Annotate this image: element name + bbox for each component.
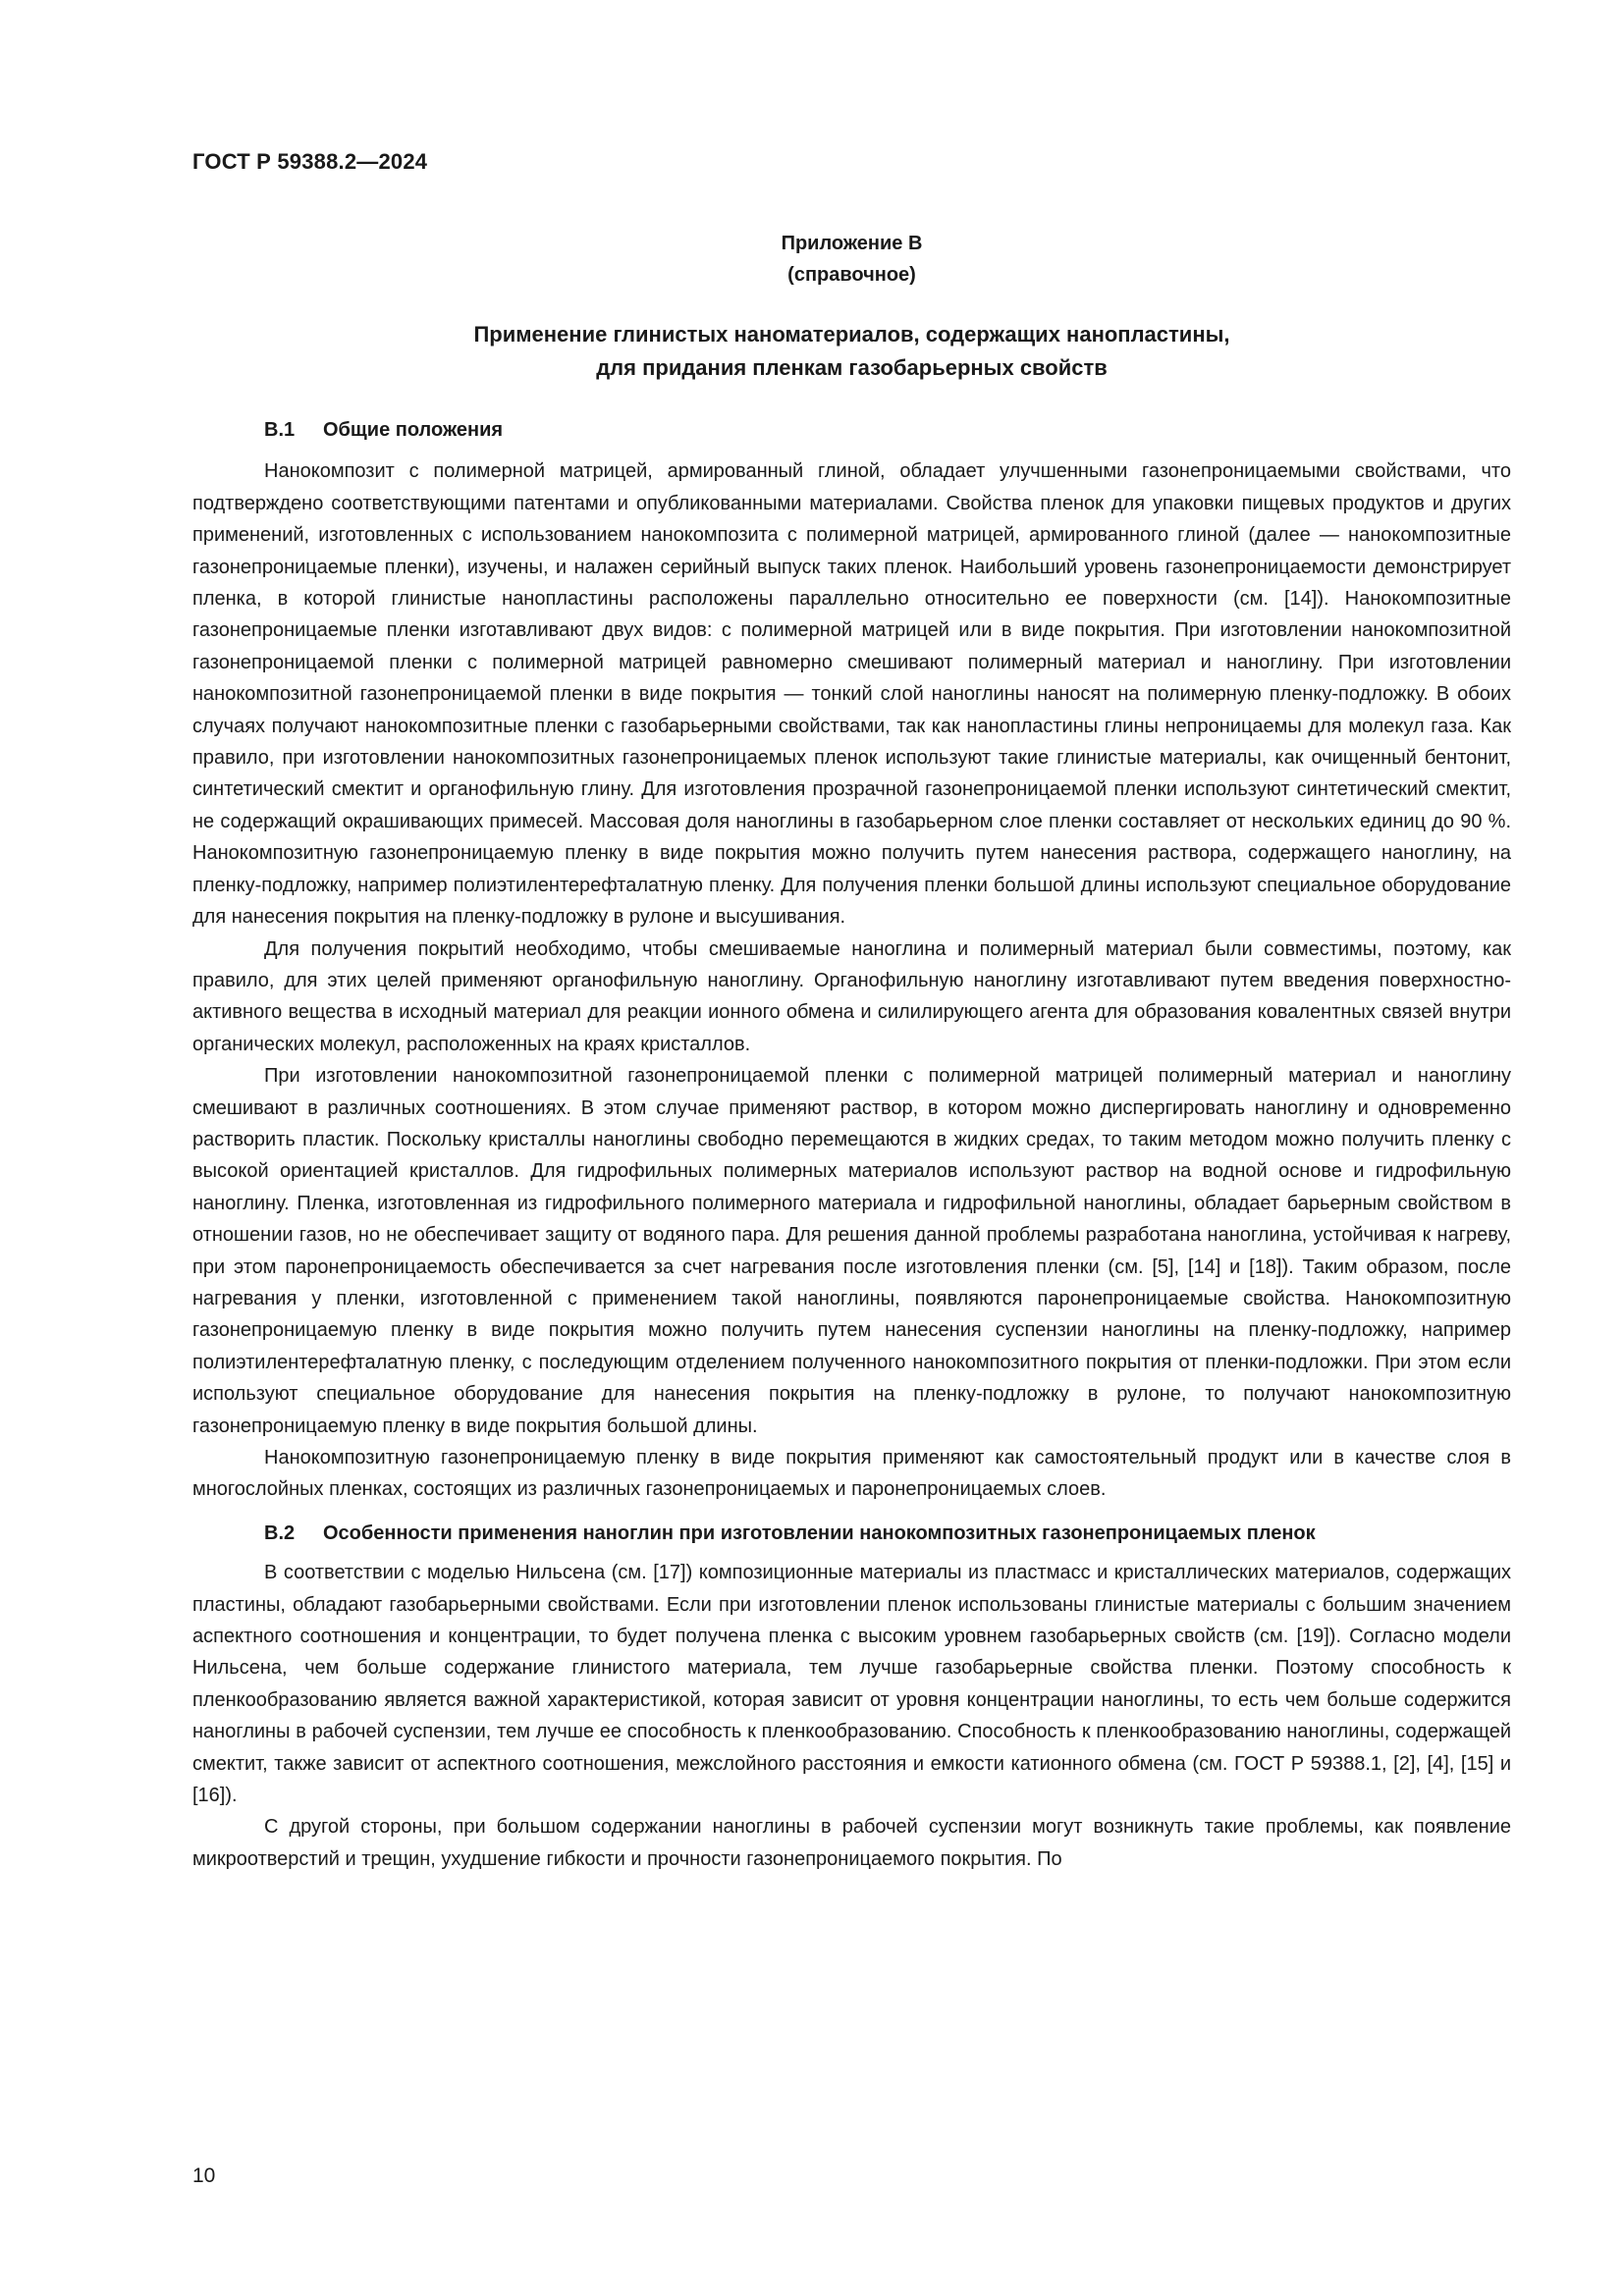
paragraph: С другой стороны, при большом содержании наноглины в рабочей суспензии могут возникнуть такие проблемы, как появление микроотверстий и трещин, ухудшение гибкости и прочности газонепроницаемого покрытия. По: [192, 1816, 1511, 1870]
appendix-title-line-2: для придания пленкам газобарьерных свойств: [596, 355, 1108, 380]
page-number: 10: [192, 2164, 216, 2187]
section-title: Особенности применения наноглин при изготовлении нанокомпозитных газонепроницаемых пленок: [323, 1522, 1316, 1544]
appendix-type: (справочное): [787, 264, 916, 286]
appendix-title-line-1: Применение глинистых наноматериалов, содержащих нанопластины,: [473, 322, 1230, 347]
paragraph: При изготовлении нанокомпозитной газонепроницаемой пленки с полимерной матрицей полимерный материал и наноглину смешивают в различных соотношениях. В этом случае применяют раствор, в котором можно диспергировать наноглину и одновременно растворить пластик. Поскольку кристаллы наноглины свободно перемещаются в жидких средах, то таким методом можно получить пленку с высокой ориентацией кристаллов. Для гидрофильных полимерных материалов используют раствор на водной основе и гидрофильную наноглину. Пленка, изготовленная из гидрофильного полимерного материала и гидрофильной наноглины, обладает барьерным свойством в отношении газов, но не обеспечивает защиту от водяного пара. Для решения данной проблемы разработана наноглина, устойчивая к нагреву, при этом паронепроницаемость обеспечивается за счет нагревания после изготовления пленки (см. [5], [14] и [18]). Таким образом, после нагревания у пленки, изготовленной с применением такой наноглины, появляются паронепроницаемые свойства. Нанокомпозитную газонепроницаемую пленку в виде покрытия можно получить путем нанесения суспензии наноглины на пленку-подложку, например полиэтилентерефталатную пленку, с последующим отделением полученного нанокомпозитного покрытия от пленки-подложки. При этом если используют специальное оборудование для нанесения покрытия на пленку-подложку в рулоне, то получают нанокомпозитную газонепроницаемую пленку в виде покрытия большой длины.: [192, 1065, 1511, 1437]
document-code-header: ГОСТ Р 59388.2—2024: [192, 149, 428, 174]
appendix-heading: [192, 228, 1511, 291]
section-number: В.2: [264, 1522, 296, 1544]
paragraph: Для получения покрытий необходимо, чтобы смешиваемые наноглина и полимерный материал были совместимы, поэтому, как правило, для этих целей применяют органофильную наноглину. Органофильную наноглину изготавливают путем введения поверхностно-активного вещества в исходный материал для реакции ионного обмена и силилирующего агента для образования ковалентных связей внутри органических молекул, расположенных на краях кристаллов.: [192, 937, 1511, 1055]
appendix-label: Приложение В: [781, 233, 923, 254]
paragraph: Нанокомпозитную газонепроницаемую пленку в виде покрытия применяют как самостоятельный продукт или в качестве слоя в многослойных пленках, состоящих из различных газонепроницаемых и паронепроницаемых слоев.: [192, 1447, 1511, 1501]
paragraph: В соответствии с моделью Нильсена (см. [17]) композиционные материалы из пластмасс и кристаллических материалов, содержащих пластины, обладают газобарьерными свойствами. Если при изготовлении пленок использованы глинистые материалы с большим значением аспектного соотношения и концентрации, то будет получена пленка с высоким уровнем газобарьерных свойств (см. [19]). Согласно модели Нильсена, чем больше содержание глинистого материала, тем лучше газобарьерные свойства пленки. Поэтому способность к пленкообразованию является важной характеристикой, которая зависит от уровня концентрации наноглины, то есть чем больше содержится наноглины в рабочей суспензии, тем лучше ее способность к пленкообразованию. Способность к пленкообразованию наноглины, содержащей смектит, также зависит от аспектного соотношения, межслойного расстояния и емкости катионного обмена (см. ГОСТ Р 59388.1, [2], [4], [15] и [16]).: [192, 1562, 1511, 1807]
section-number: В.1: [264, 419, 296, 441]
appendix-title: [192, 318, 1511, 385]
section-heading-b2: [264, 1518, 1511, 1549]
section-title: Общие положения: [323, 419, 504, 441]
section-heading-b1: [264, 414, 1511, 446]
document-body: [192, 414, 1511, 1875]
paragraph: Нанокомпозит с полимерной матрицей, армированный глиной, обладает улучшенными газонепроницаемыми свойствами, что подтверждено соответствующими патентами и опубликованными материалами. Свойства пленок для упаковки пищевых продуктов и других применений, изготовленных с использованием нанокомпозита с полимерной матрицей, армированного глиной (далее — нанокомпозитные газонепроницаемые пленки), изучены, и налажен серийный выпуск таких пленок. Наибольший уровень газонепроницаемости демонстрирует пленка, в которой глинистые нанопластины расположены параллельно относительно ее поверхности (см. [14]). Нанокомпозитные газонепроницаемые пленки изготавливают двух видов: с полимерной матрицей или в виде покрытия. При изготовлении нанокомпозитной газонепроницаемой пленки с полимерной матрицей равномерно смешивают полимерный материал и наноглину. При изготовлении нанокомпозитной газонепроницаемой пленки в виде покрытия — тонкий слой наноглины наносят на полимерную пленку-подложку. В обоих случаях получают нанокомпозитные пленки с газобарьерными свойствами, так как нанопластины глины непроницаемы для молекул газа. Как правило, при изготовлении нанокомпозитных газонепроницаемых пленок используют такие глинистые материалы, как очищенный бентонит, синтетический смектит и органофильную глину. Для изготовления прозрачной газонепроницаемой пленки используют синтетический смектит, не содержащий окрашивающих примесей. Массовая доля наноглины в газобарьерном слое пленки составляет от нескольких единиц до 90 %. Нанокомпозитную газонепроницаемую пленку в виде покрытия можно получить путем нанесения раствора, содержащего наноглину, на пленку-подложку, например полиэтилентерефталатную пленку. Для получения пленки большой длины используют специальное оборудование для нанесения покрытия на пленку-подложку в рулоне и высушивания.: [192, 460, 1511, 929]
